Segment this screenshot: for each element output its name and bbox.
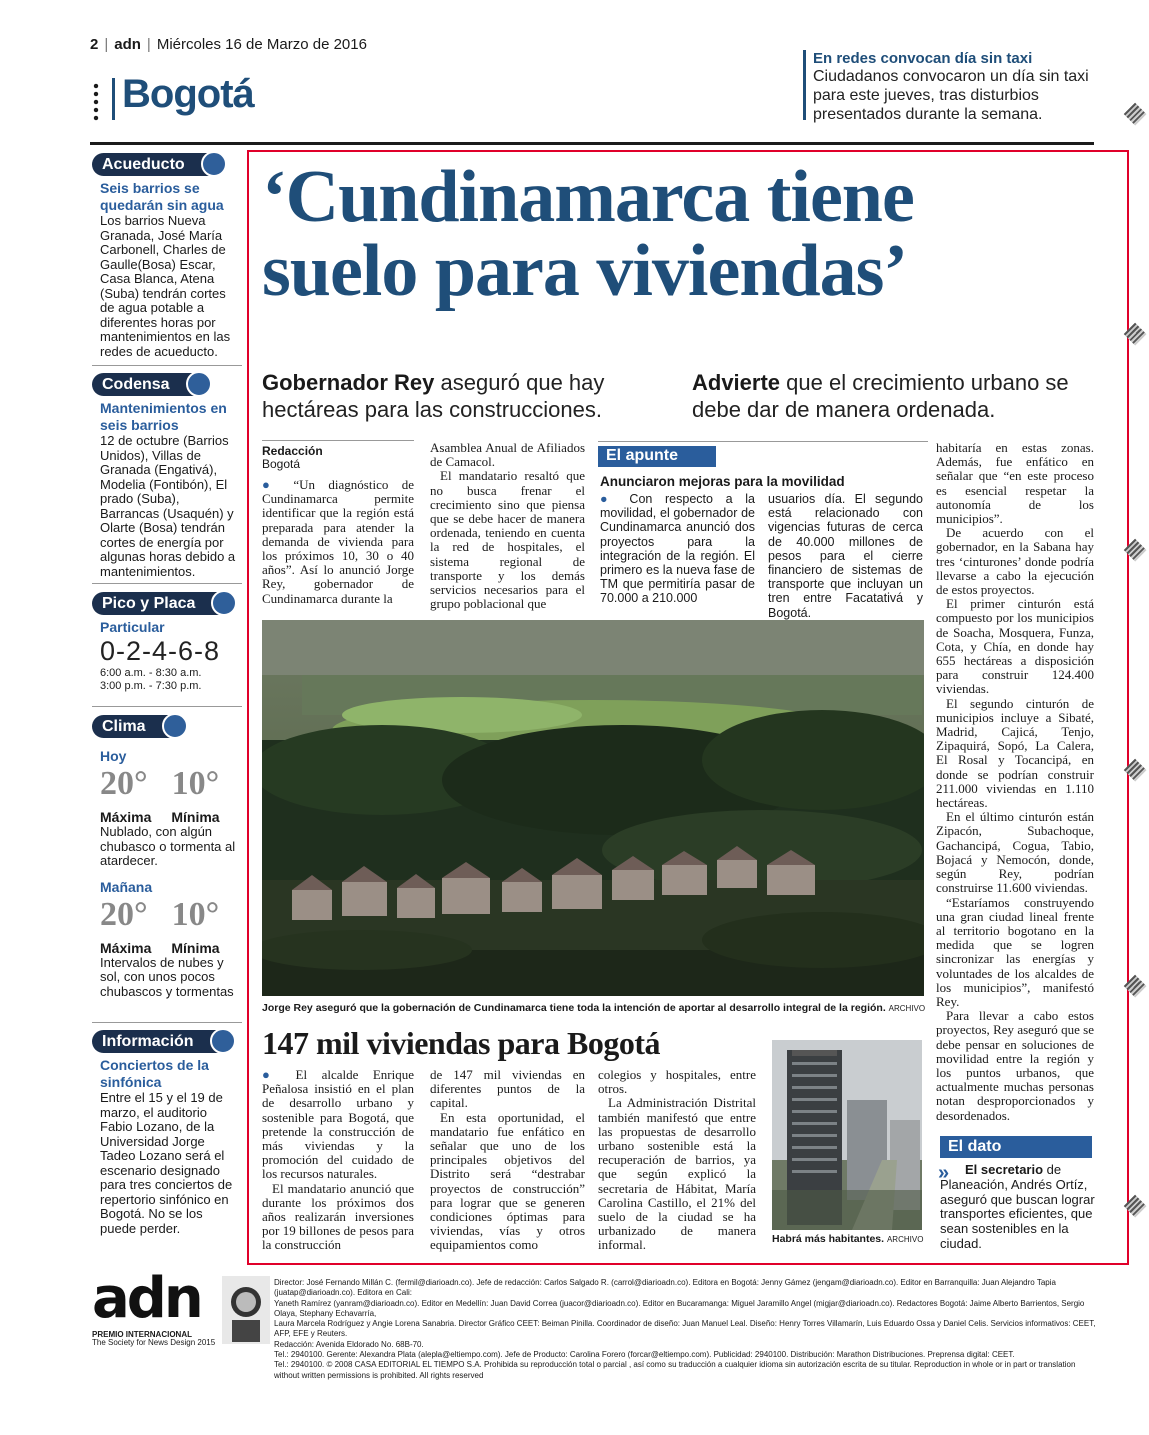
weather-today-text: Nublado, con algún chubasco o tormenta al atardecer. xyxy=(100,824,236,868)
pico-placa-hours-evening: 3:00 p.m. - 7:30 p.m. xyxy=(100,680,202,692)
secondary-headline: 147 mil viviendas para Bogotá xyxy=(262,1025,660,1061)
sidebar-title: Seis barrios se quedarán sin agua xyxy=(100,180,224,213)
sidebar-text: 12 de octubre (Barrios Unidos), Villas de Granada (Engativá), Modelia (Fontibón), El prado (Suba), Barrancas (Usaquén) y Olarte (Bosa) tendrán cortes de energía por algunas horas debido a mantenimientos. xyxy=(100,433,236,579)
bullet-icon: ● xyxy=(262,477,280,492)
landscape-illustration xyxy=(262,620,924,996)
footer-credits xyxy=(274,1278,1099,1381)
weather-today-max: 20° xyxy=(100,765,148,802)
sidebar-acueducto xyxy=(92,153,242,359)
weather-tomorrow-label: Mañana xyxy=(100,878,153,895)
footer-line: Yaneth Ramírez (yanram@diarioadn.co). Editor en Medellín: Juan David Correa (juacor@diarioadn.co). Editor en Bucaramanga: Miguel Jaramillo Angel (migjar@diarioadn.co). Redactores Bogotá: Jaime Alberto Barrientos, Sergio Olaya, Stephany Echavarría, xyxy=(274,1298,1085,1318)
apunte-column-2: usuarios día. El segundo está relacionado con vigencias futuras de cerca de 40.000 millones de pesos para el cierre financiero de sistemas de transporte que incluyan un tren entre Facatativá y Bogotá. xyxy=(768,492,923,620)
footer-snd: The Society for News Design 2015 xyxy=(92,1338,216,1347)
dato-label: El dato xyxy=(940,1136,1092,1158)
sidebar-codensa xyxy=(92,373,242,579)
weather-tomorrow-temps xyxy=(100,896,242,934)
section-divider xyxy=(112,78,115,120)
apunte-column-1: ● Con respecto a la movilidad, el gobernador de Cundinamarca anunció dos proyectos para la integración de la región. El primero es la nueva fase de TM que permitiría pasar de 70.000 a 210.000 xyxy=(600,492,755,606)
footer-line: Tel.: 2940100. © 2008 CASA EDITORIAL EL TIEMPO S.A. Prohibida su reproducción total o parcial , así como su traducción a cualquier idioma sin autorización escrita de su titular. Reproduction in whole or in part or translation without written permissions is prohibited. All rights reserved xyxy=(274,1360,1076,1380)
footer-line: Director: José Fernando Millán C. (fermil@diarioadn.co). Jefe de redacción: Carlos Salgado R. (carrol@diarioadn.co). Editora en Bogotá: Jenny Gámez (jengam@diarioadn.co). Editor en Barranquilla: Juan Alejandro Tapia (juatap@diarioadn.co). Editora en Cali: xyxy=(274,1278,1056,1298)
weather-tomorrow-text: Intervalos de nubes y sol, con unos pocos chubascos y tormentas xyxy=(100,954,234,999)
weather-today-label: Hoy xyxy=(100,748,127,764)
teaser-bar xyxy=(803,50,806,120)
landscape-photo xyxy=(262,620,924,996)
header-rule xyxy=(90,142,1094,145)
footer-line: Redacción: Avenida Eldorado No. 68B-70. xyxy=(274,1339,424,1349)
speech-bubble-icon xyxy=(186,371,212,397)
byline-rule xyxy=(262,440,414,441)
footer-portrait-icon xyxy=(222,1276,270,1344)
footer-award: PREMIO INTERNACIONAL xyxy=(92,1330,192,1339)
sidebar-divider xyxy=(92,365,242,366)
sidebar-informacion xyxy=(92,1030,242,1236)
photo-credit: ARCHIVO xyxy=(886,1235,924,1244)
section-dots-decoration xyxy=(93,82,99,122)
teaser-title: En redes convocan día sin taxi xyxy=(813,50,1033,67)
sidebar-title: Particular xyxy=(100,619,165,635)
sidebar-label: Codensa xyxy=(92,373,194,396)
teaser-text: Ciudadanos convocaron un día sin taxi para este jueves, tras disturbios presentados durante la semana. xyxy=(813,68,1089,123)
weather-maxmin-labels: Máxima Mínima xyxy=(100,939,220,956)
article-column-1: ● “Un diagnóstico de Cundinamarca permite identificar que la región está preparada para atender la demanda de vivienda para los próximos 10, 30 o 40 años”. Así lo anunció Jorge Rey, gobernador de Cundinamarca durante la xyxy=(262,477,414,606)
weather-tomorrow-min: 10° xyxy=(171,895,220,933)
sidebar-text: Los barrios Nueva Granada, José María Carbonell, Charles de Gaulle(Bosa) Escar, Casa Blanca, Atena (Suba) tendrán cortes de agua potable a diferentes horas por mantenimientos en las redes de acueducto. xyxy=(100,213,231,359)
building-photo xyxy=(772,1040,922,1230)
speech-bubble-icon xyxy=(162,713,188,739)
weather-today-temps xyxy=(100,765,242,803)
issue-date: Miércoles 16 de Marzo de 2016 xyxy=(156,36,367,53)
secondary-column-1: ● El alcalde Enrique Peñalosa insistió en el plan de desarrollo urbano y sostenible para Bogotá, que pretende la construcción de más viviendas y la promoción del cuidado de los recursos naturales. El mandatario anunció que durante los próximos dos años realizarán inversiones por 19 billones de pesos para la construcción xyxy=(262,1067,414,1253)
brand-small: adn xyxy=(114,36,141,53)
weather-today-min: 10° xyxy=(171,765,220,802)
sidebar-label: Acueducto xyxy=(92,153,209,176)
section-title: Bogotá xyxy=(122,72,254,116)
building-photo-caption: Habrá más habitantes. ARCHIVO xyxy=(772,1233,924,1245)
apunte-label: El apunte xyxy=(598,446,716,467)
photo-caption: Jorge Rey aseguró que la gobernación de Cundinamarca tiene toda la intención de aportar al desarrollo integral de la región. ARCHIVO xyxy=(262,1002,926,1014)
sidebar-divider xyxy=(92,583,242,584)
weather-tomorrow-max: 20° xyxy=(100,895,148,933)
speech-bubble-icon xyxy=(210,1028,236,1054)
pico-placa-hours-morning: 6:00 a.m. - 8:30 a.m. xyxy=(100,667,202,679)
footer-line: Tel.: 2940100. Gerente: Alexandra Plata (aleplа@eltiempo.com). Jefe de Producto: Carolina Forero (forcar@eltiempo.com). Publicidad: 2940100. Distribución: Marathon Distribuciones. Preprensa digital: CEET. xyxy=(274,1350,1015,1360)
photo-credit: ARCHIVO xyxy=(888,1004,926,1013)
registration-mark-icon xyxy=(1124,103,1147,126)
double-chevron-icon: » xyxy=(938,1162,950,1184)
byline-city: Bogotá xyxy=(262,457,301,471)
footer-logo: adn xyxy=(92,1266,201,1331)
sidebar-text: Entre el 15 y el 19 de marzo, el auditorio Fabio Lozano, de la Universidad Jorge Tadeo Lozano será el escenario designado para tres conciertos de repertorio sinfónico en Bogotá. No se los puede perder. xyxy=(100,1090,233,1236)
sidebar-label: Pico y Placa xyxy=(92,592,219,615)
bullet-icon: ● xyxy=(262,1067,282,1082)
article-column-right: habitaría en estas zonas. Además, fue enfático en señalar que “en este proceso es esencial respetar la autonomía de los municipios”. De acuerdo con el gobernador, en la Sabana hay tres ‘cinturones’ donde podría llevarse a cabo la ejecución de estos proyectos. El primer cinturón está compuesto por los municipios de Soacha, Mosquera, Funza, Cota, y Chía, en donde hay 655 hectáreas a disposición para construir 124.400 viviendas. El segundo cinturón de municipios incluye a Sibaté, Madrid, Cajicá, Tenjo, Zipaquirá, Sopó, La Calera, El Rosal y Tocancipá, en donde se podrían construir 211.000 viviendas en 1.110 hectáreas. En el último cinturón están Zipacón, Subachoque, Gachancipá, Cogua, Tabio, Bojacá y Nemocón, donde, según Rey, podrían construirse 11.600 viviendas. “Estaríamos construyendo una gran ciudad lineal frente al territorio bogotano en la medida que se logren sincronizar las energías y voluntades de los alcaldes de los municipios”, manifestó Rey. Para llevar a cabo estos proyectos, Rey aseguró que se debe pensar en soluciones de movilidad entre la región y los puntos urbanos, que actualmente muchas personas notan desproporcionados y desordenados. xyxy=(936,440,1094,1123)
weather-maxmin-labels: Máxima Mínima xyxy=(100,809,220,825)
speech-bubble-icon xyxy=(211,590,237,616)
apunte-rule xyxy=(598,441,928,442)
bullet-icon: ● xyxy=(600,492,617,506)
sidebar-divider xyxy=(92,1022,242,1023)
footer-line: Laura Marcela Rodríguez y Angie Lorena Sanabria. Director Gráfico CEET: Beiman Pinilla. Coordinador de diseño: Juan Manuel Leal. Diseño: Henry Torres Villamarín, Luis Eduardo Ossa y Daniel Celis. Servicios informativos: CEET, AFP, EFE y Reuters. xyxy=(274,1319,1096,1339)
article-headline xyxy=(262,156,1092,312)
secondary-column-3: colegios y hospitales, entre otros. La Administración Distrital también manifestó que entre las propuestas de desarrollo urbano sostenible está la recuperación de barrios, ya que según explicó la secretaria de Hábitat, María Carolina Castillo, el 21% del suelo de la ciudad se ha urbanizado de manera informal. xyxy=(598,1067,756,1253)
speech-bubble-icon xyxy=(201,151,227,177)
pico-placa-numbers: 0-2-4-6-8 xyxy=(100,636,221,666)
byline-author: Redacción xyxy=(262,444,323,458)
deck-right: Advierte que el crecimiento urbano se debe dar de manera ordenada. xyxy=(692,370,1069,422)
dato-text: El secretario de Planeación, Andrés Ortíz, aseguró que buscan lograr transportes eficientes, que sean sostenibles en la ciudad. xyxy=(940,1162,1095,1251)
apunte-title: Anunciaron mejoras para la movilidad xyxy=(600,474,845,489)
headline-line-2: suelo para viviendas’ xyxy=(262,230,908,312)
secondary-column-2: de 147 mil viviendas en diferentes puntos de la capital. En esta oportunidad, el mandatario fue enfático en señalar que uno de los principales objetivos del Distrito será “destrabar proyectos de construcción” para lograr que se generen condiciones óptimas para viviendas, vías y otros equipamientos como xyxy=(430,1067,585,1253)
page-topline: 2 | adn | Miércoles 16 de Marzo de 2016 xyxy=(90,36,367,53)
sidebar-clima xyxy=(92,715,242,999)
sidebar-label: Clima xyxy=(92,715,170,738)
deck-left: Gobernador Rey aseguró que hay hectáreas para las construcciones. xyxy=(262,370,605,422)
sidebar-title: Conciertos de la sinfónica xyxy=(100,1057,209,1090)
headline-line-1: ‘Cundinamarca tiene xyxy=(262,156,914,238)
sidebar-divider xyxy=(92,706,242,707)
sidebar-label: Información xyxy=(92,1030,218,1053)
sidebar-title: Mantenimientos en seis barrios xyxy=(100,400,227,433)
article-column-2: Asamblea Anual de Afiliados de Camacol. El mandatario resaltó que no busca frenar el crecimiento sino que piensa que se debe hacer de manera ordenada, teniendo en cuenta la red de hospitales, el sistema regional de transporte y los demás servicios necesarios para el grupo poblacional que xyxy=(430,440,585,612)
page-number: 2 xyxy=(90,36,99,53)
sidebar-pico-placa xyxy=(92,592,242,693)
city-illustration xyxy=(772,1040,922,1230)
